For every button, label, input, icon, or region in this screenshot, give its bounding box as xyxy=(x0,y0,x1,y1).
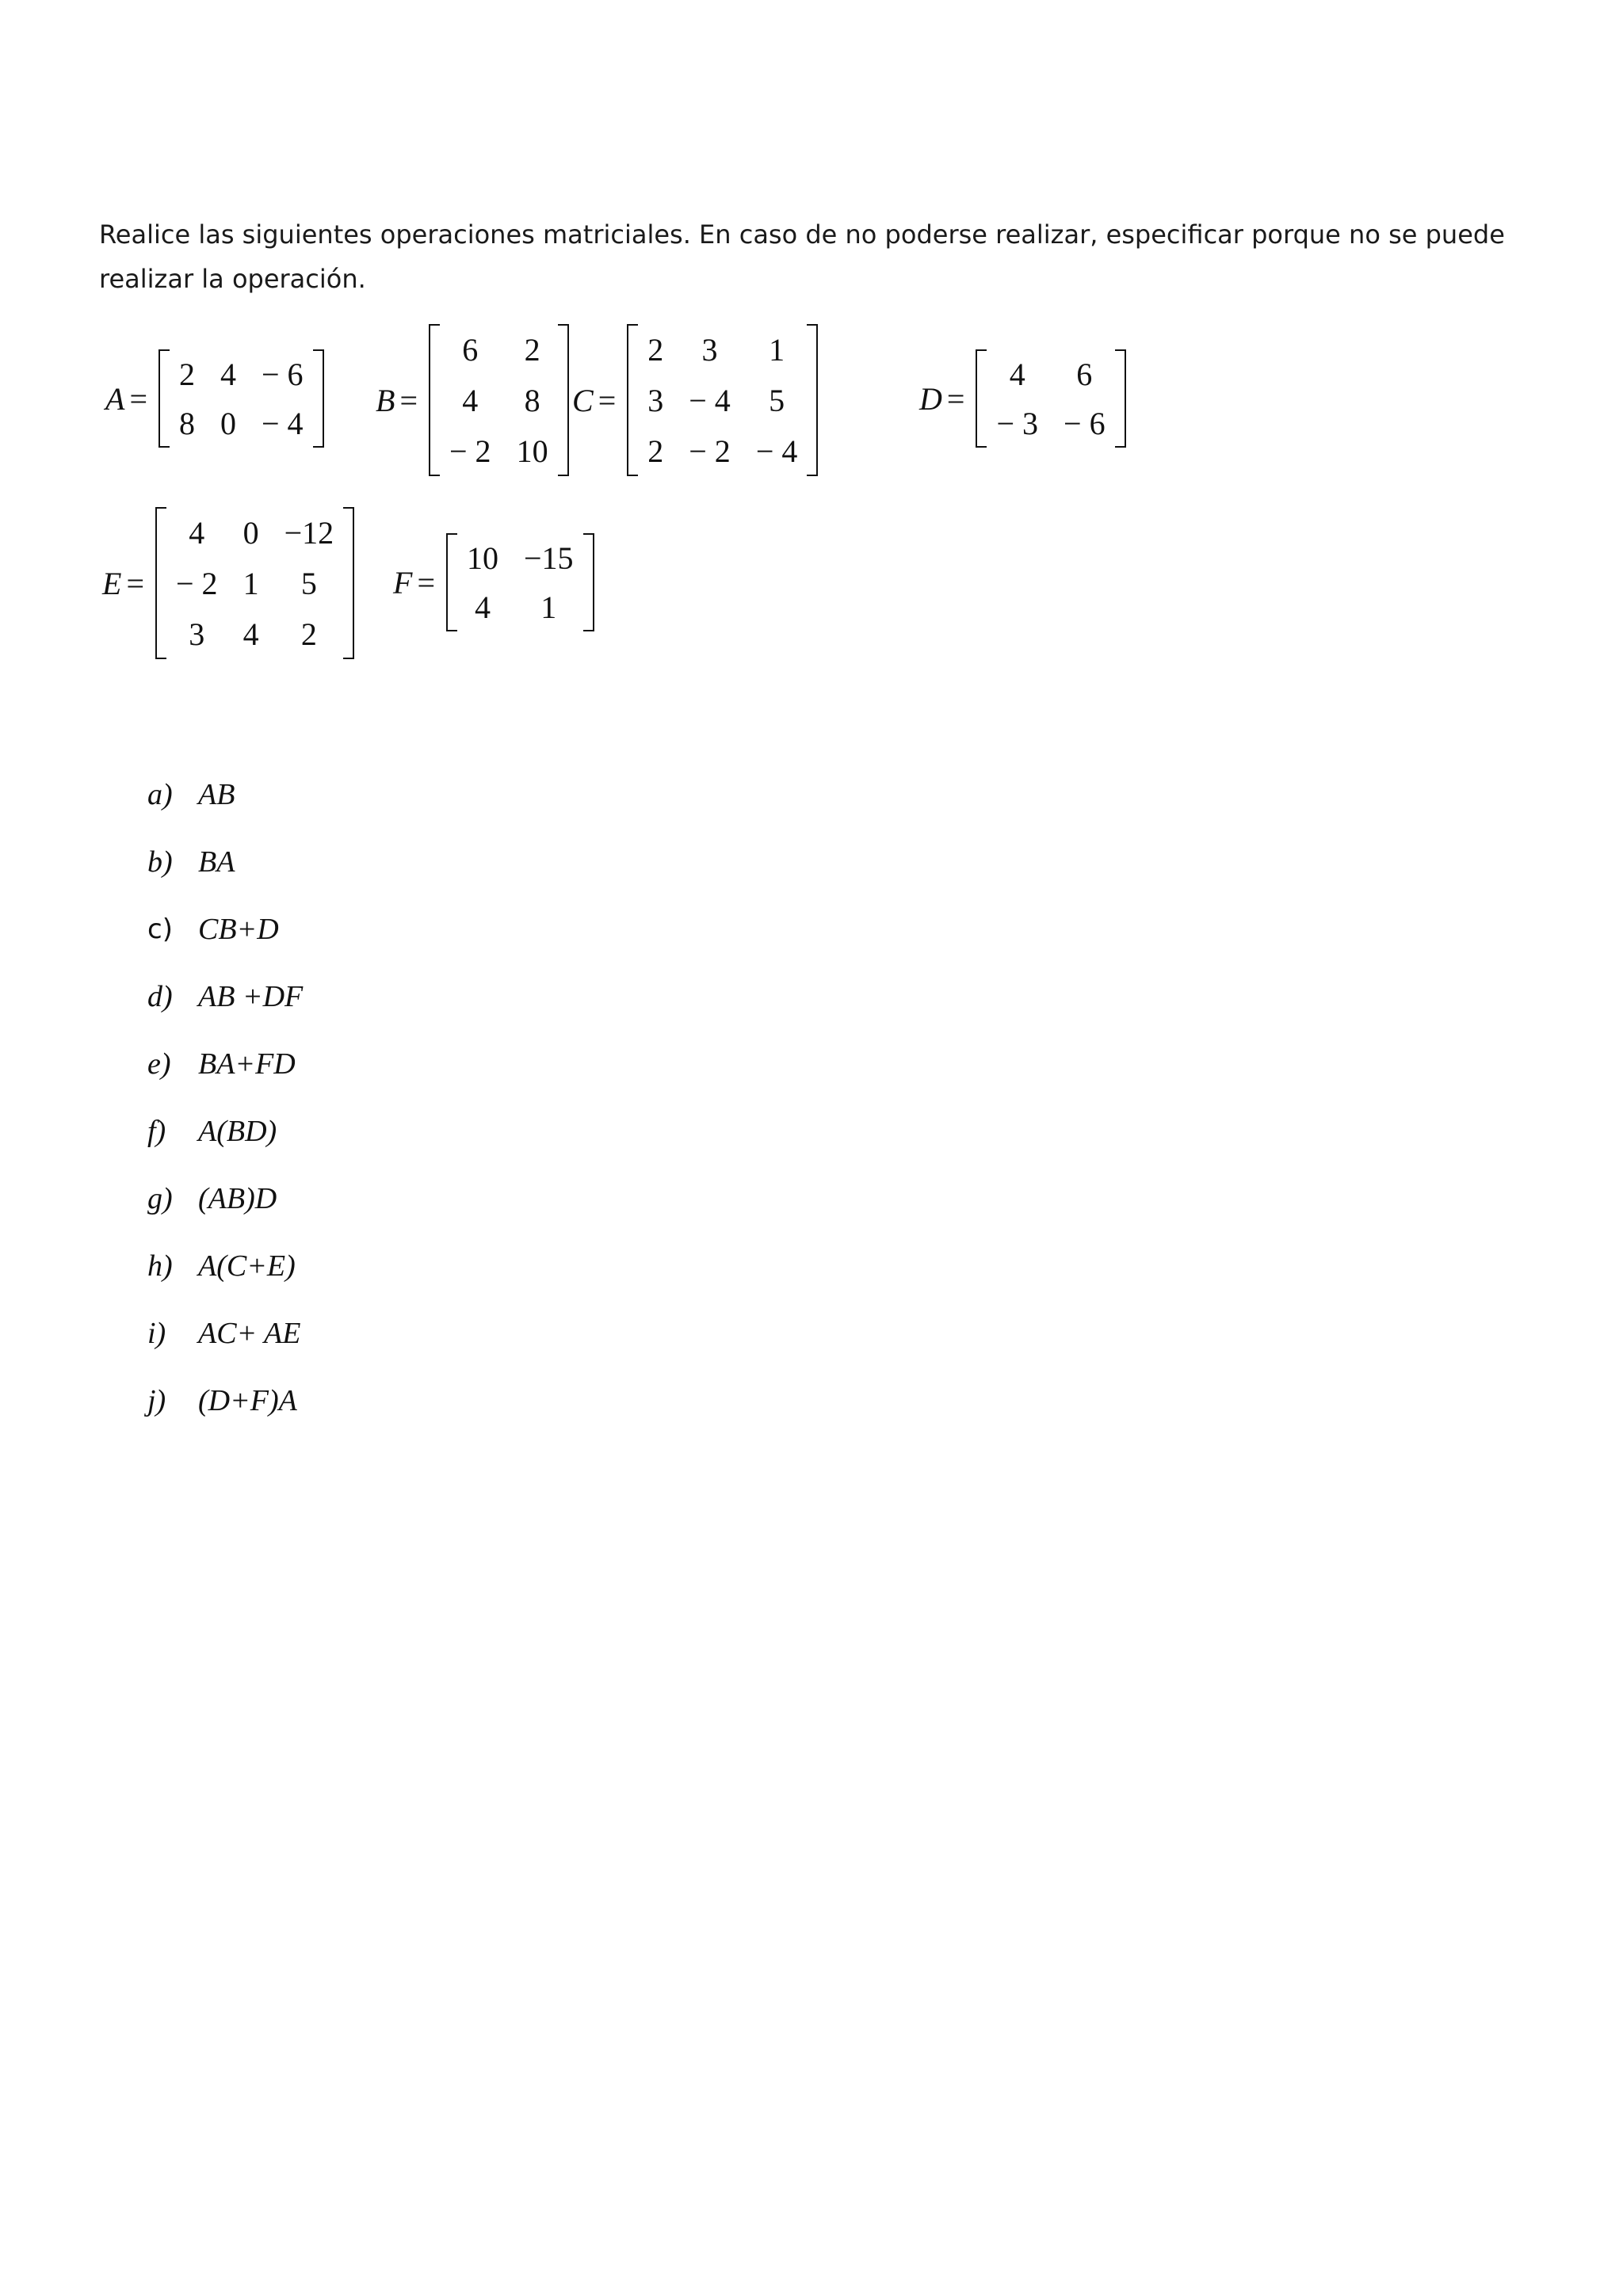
item-marker: d) xyxy=(147,979,173,1013)
instructions-line-1: Realice las siguientes operaciones matriciales. En caso de no poderse realizar, especificar porque no se puede xyxy=(99,219,1505,250)
matrix-cell: 2 xyxy=(179,356,195,392)
exercise-list xyxy=(147,761,303,1434)
matrix-bracket xyxy=(627,324,818,476)
matrix-cell: 0 xyxy=(242,514,259,551)
matrix-c xyxy=(572,324,818,476)
matrix-cell: 10 xyxy=(516,433,548,469)
matrix-cell: − 4 xyxy=(689,382,731,418)
matrix-cell: 5 xyxy=(300,565,317,601)
matrix-label: C xyxy=(572,382,594,418)
list-item xyxy=(147,1165,303,1232)
list-item xyxy=(147,1097,303,1165)
equals-sign: = xyxy=(126,565,144,601)
matrix-bracket xyxy=(976,349,1125,448)
matrix-cell: −12 xyxy=(284,514,334,551)
item-expression: A(C+E) xyxy=(198,1249,296,1283)
matrix-cell: 4 xyxy=(189,514,205,551)
matrix-e xyxy=(102,507,354,659)
matrix-cell: 2 xyxy=(300,616,317,652)
matrix-cell: 4 xyxy=(475,589,491,625)
matrix-cell: − 2 xyxy=(689,433,731,469)
item-marker: f) xyxy=(147,1114,166,1148)
matrix-cell: − 2 xyxy=(449,433,491,469)
matrix-cell: − 2 xyxy=(176,565,218,601)
matrix-cell: 6 xyxy=(1076,356,1093,392)
equals-sign: = xyxy=(598,382,617,418)
item-marker: h) xyxy=(147,1249,173,1283)
matrix-f xyxy=(393,533,594,631)
matrix-bracket xyxy=(446,533,594,631)
matrix-label: A xyxy=(105,380,125,417)
list-item xyxy=(147,828,303,895)
item-marker: i) xyxy=(147,1316,166,1350)
matrix-cell: 4 xyxy=(1009,356,1025,392)
matrix-cell: 8 xyxy=(524,382,540,418)
instructions-line-2: realizar la operación. xyxy=(99,264,366,294)
matrix-cell: −15 xyxy=(524,540,574,576)
item-expression: BA xyxy=(198,845,235,879)
matrix-label: E xyxy=(102,565,122,601)
matrix-cell: 3 xyxy=(647,382,664,418)
equals-sign: = xyxy=(399,382,418,418)
equals-sign: = xyxy=(946,380,965,417)
matrix-cell: − 6 xyxy=(262,356,304,392)
matrix-b xyxy=(376,324,569,476)
matrix-label: B xyxy=(376,382,395,418)
item-expression: A(BD) xyxy=(198,1114,277,1148)
item-marker: b) xyxy=(147,845,173,879)
matrix-d xyxy=(919,349,1126,448)
item-marker: g) xyxy=(147,1181,173,1215)
instructions xyxy=(99,212,1557,301)
matrix-bracket xyxy=(155,507,354,659)
matrix-label: F xyxy=(393,564,413,601)
matrix-cell: 5 xyxy=(769,382,785,418)
equals-sign: = xyxy=(129,380,147,417)
item-expression: CB+D xyxy=(198,912,279,946)
matrix-cell: 1 xyxy=(540,589,557,625)
matrix-cell: 0 xyxy=(220,405,236,441)
list-item xyxy=(147,1030,303,1097)
matrix-cell: 1 xyxy=(242,565,259,601)
matrix-cell: 10 xyxy=(467,540,498,576)
list-item xyxy=(147,761,303,828)
list-item xyxy=(147,1232,303,1299)
matrix-cell: 4 xyxy=(220,356,236,392)
list-item xyxy=(147,895,303,963)
item-expression: AC+ AE xyxy=(198,1316,301,1350)
matrix-bracket xyxy=(158,349,324,448)
list-item xyxy=(147,1367,303,1434)
matrix-cell: 3 xyxy=(189,616,205,652)
matrix-cell: 2 xyxy=(647,433,664,469)
list-item xyxy=(147,963,303,1030)
matrix-cell: 4 xyxy=(462,382,479,418)
matrix-cell: − 6 xyxy=(1064,405,1106,441)
matrix-bracket xyxy=(429,324,569,476)
matrix-cell: − 3 xyxy=(996,405,1039,441)
item-expression: BA+FD xyxy=(198,1047,296,1081)
item-marker: c) xyxy=(147,913,173,945)
matrix-cell: − 4 xyxy=(755,433,798,469)
matrix-cell: 2 xyxy=(647,331,664,368)
matrix-cell: 3 xyxy=(701,331,718,368)
matrix-a xyxy=(105,349,324,448)
item-marker: a) xyxy=(147,777,173,811)
matrix-cell: 8 xyxy=(179,405,195,441)
equals-sign: = xyxy=(417,564,435,601)
matrix-cell: − 4 xyxy=(262,405,304,441)
matrix-cell: 2 xyxy=(524,331,540,368)
matrix-cell: 4 xyxy=(242,616,259,652)
matrix-label: D xyxy=(919,380,942,417)
item-marker: j) xyxy=(147,1383,166,1417)
item-expression: (AB)D xyxy=(198,1181,277,1215)
item-expression: AB +DF xyxy=(198,979,304,1013)
item-expression: (D+F)A xyxy=(198,1383,297,1417)
matrix-cell: 1 xyxy=(769,331,785,368)
item-marker: e) xyxy=(147,1047,171,1081)
list-item xyxy=(147,1299,303,1367)
item-expression: AB xyxy=(198,777,235,811)
matrix-cell: 6 xyxy=(462,331,479,368)
